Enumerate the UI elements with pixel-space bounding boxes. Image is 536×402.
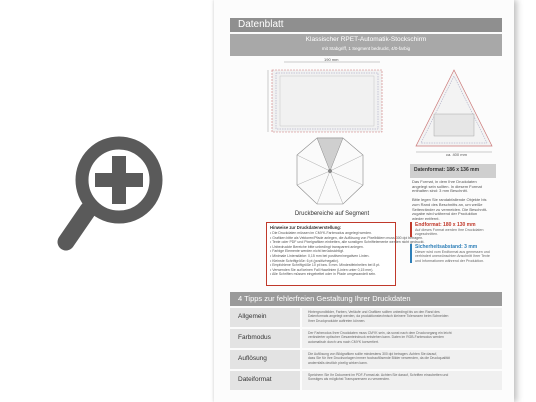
- hint-item: • Farbige Elemente werden nicht berücksichtigt.: [270, 249, 344, 254]
- format-line: Bitte legen Sie randabfallende Objekte bis: [412, 197, 487, 203]
- format-line: enthalten sind: 3 mm Beschnitt.: [412, 188, 468, 194]
- tip-line: Der Farbmodus Ihrer Druckdaten muss CMYK sein, da sonst nach dem Druckvorgang ein leicht: [308, 331, 452, 335]
- tip-line: Sonstiges als möglichst Transparenzen zu verwenden.: [308, 377, 390, 382]
- tip-label: Dateiformat: [238, 376, 272, 383]
- triangle-dimension-bottom: ca. 400 mm: [446, 152, 467, 157]
- hint-item: • Alle Schriften müssen eingebettet oder in Pfade umgewandelt sein.: [270, 272, 377, 277]
- hint-item: • Die Druckdaten müssen im CMYK-Farbmodus angelegt werden.: [270, 231, 372, 235]
- safety-margin-info: [410, 244, 498, 263]
- hint-item: • Minimale Linienstärke: 0,15 mm bei positiven/negativen Linien.: [270, 253, 370, 258]
- tip-line: Die Auflösung von Bildgrafiken sollte mindestens 300 dpi betragen. Achten Sie darauf,: [308, 352, 438, 356]
- print-area-drawing: [258, 58, 398, 140]
- format-line: wieder entfernt.: [412, 215, 440, 221]
- endformat-info: [410, 222, 498, 237]
- tip-row: [230, 308, 502, 327]
- format-line: zum Rand des Beschnitts an, um weiße: [412, 201, 483, 207]
- endformat-line: zugeschnitten.: [415, 232, 439, 237]
- tip-line: veränderter optischer Gesamteindruck entstehen kann. Daten im RGB-Farbmodus werden: [308, 335, 444, 340]
- tip-line: dass Sie für Ihre Druckvorlagen immer hochauflösende Bilder verwenden, da die Druckqualität: [308, 356, 450, 361]
- tips-title: 4 Tipps zur fehlerfreien Gestaltung Ihrer Druckdaten: [238, 294, 411, 303]
- safety-line: Dieser wird vom Endformat aus gemessen und: [415, 250, 490, 254]
- tip-row: [230, 350, 502, 369]
- hint-item: • Kleinste Schriftgröße: 6 pt (positiv/negativ).: [270, 258, 339, 263]
- tip-line: Datenformats angelegt werden, da produktionstechnisch kleinere Toleranzen beim Schneiden: [308, 314, 449, 319]
- datasheet-preview[interactable]: [214, 0, 514, 402]
- product-subtitle: mit Stabgriff, 1 Segment bedruckt, 4/0-farbig: [321, 46, 411, 51]
- safety-line: und Informationen während der Produktion.: [415, 258, 485, 263]
- datasheet-label: Datenblatt: [238, 19, 284, 30]
- tip-row: [230, 329, 502, 348]
- tip-label: Auflösung: [238, 355, 267, 362]
- hints-title: Hinweise zur Druckdatenerstellung:: [270, 225, 342, 230]
- tip-line: automatisch durch uns nach CMYK konvertiert.: [308, 339, 379, 344]
- rect-dimension-top: 190 mm: [324, 57, 339, 62]
- hint-item: • Texte oder PDF und Pixelgrafiken einbetten, alle sonstigen Schriftelemente werden nicht gedruckt.: [270, 240, 425, 245]
- product-title: Klassischer RPET-Automatik-Stockschirm: [305, 36, 427, 43]
- product-header: [230, 34, 502, 56]
- tip-row: [230, 371, 502, 390]
- format-line: angelegt sein sollten. In diesem Format: [412, 183, 482, 189]
- tip-line: Ihrer Druckprodukte auftreten können.: [308, 318, 366, 323]
- print-hints-box: [266, 222, 425, 286]
- hint-item: • Verwenden Sie auf keinen Fall Haarlinien (Linien unter 0,15 mm).: [270, 267, 374, 272]
- segment-caption: Druckbereiche auf Segment: [294, 211, 370, 217]
- safety-line: verhindert unerwünschten Anschnitt Ihrer Texte: [415, 254, 490, 259]
- tip-line: Speichern Sie Ihr Dokument im PDF-Format ab. Achten Sie darauf, Schriften einzubetten und: [308, 373, 449, 377]
- format-line: zugabe wird während der Produktion: [412, 211, 478, 217]
- hint-item: • Unbedruckte Bereiche bitte unbedingt transparent anlegen.: [270, 244, 364, 249]
- data-format-info: [410, 164, 496, 221]
- format-line: Seitenränder zu vermeiden. Die Beschnitt-: [412, 206, 488, 212]
- magnifier-plus-icon[interactable]: [52, 128, 164, 258]
- tip-line: andernfalls deutlich pixelig wirken kann.: [308, 360, 368, 365]
- tip-label: Allgemein: [238, 313, 267, 320]
- tips-header: [230, 292, 502, 306]
- endformat-title: Endformat: 180 x 130 mm: [415, 222, 476, 228]
- safety-margin-title: Sicherheitsabstand: 3 mm: [415, 244, 478, 250]
- tip-label: Farbmodus: [238, 334, 271, 341]
- segment-triangle-drawing: [410, 66, 498, 158]
- hint-item: • Grafiken bitte als Vektoren/Pfade anlegen, die Auflösung von Pixelbildern muss 300 dpi betragen.: [270, 235, 423, 240]
- data-format-title: Datenformat: 186 x 136 mm: [414, 167, 480, 173]
- endformat-line: Auf dieses Format werden Ihre Druckdaten: [415, 228, 484, 232]
- tip-line: Hintergrundbilder, Farben, Verläufe und Grafiken sollten unbedingt bis an den Rand des: [308, 310, 440, 314]
- hint-item: • Empfohlene Schriftgröße 10 pt bzw. 5 mm. Mindestfeinheiten bei 8 pt.: [270, 263, 381, 268]
- umbrella-segments-diagram: [290, 134, 370, 210]
- format-line: Das Format, in dem Ihre Druckdaten: [412, 179, 477, 184]
- datasheet-header: [230, 18, 502, 32]
